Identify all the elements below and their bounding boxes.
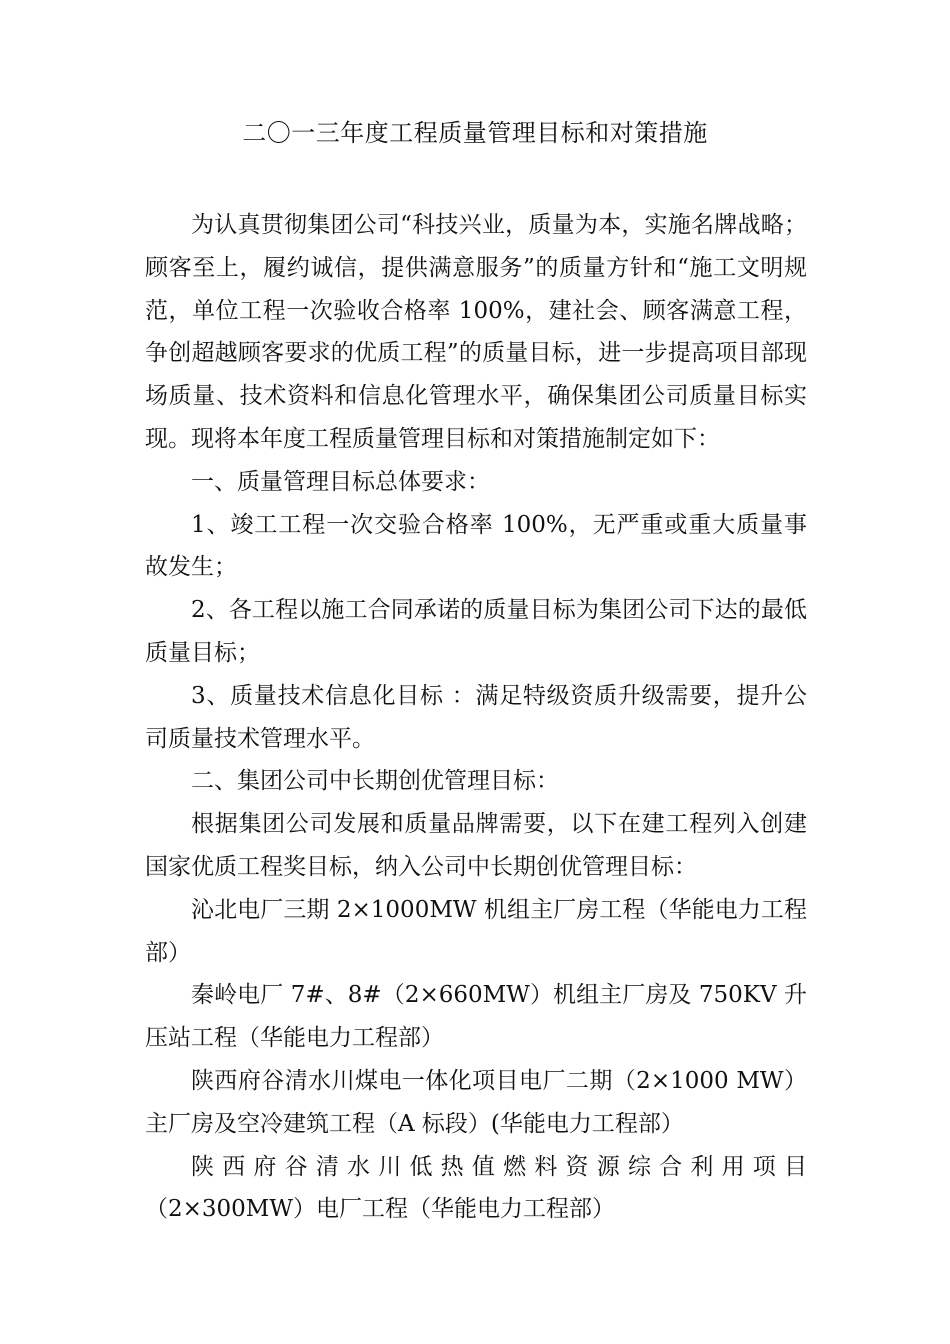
section-heading-long-term-goals: 二、集团公司中长期创优管理目标： bbox=[191, 768, 559, 795]
project-item-2: 秦岭电厂 7#、8#（2×660MW）机组主厂房及 750KV 升压站工程（华能电力工程部） bbox=[145, 982, 807, 1052]
intro-paragraph: 为认真贯彻集团公司“科技兴业，质量为本，实施名牌战略；顾客至上，履约诚信，提供满意服务”的质量方针和“施工文明规范，单位工程一次验收合格率 100%，建社会、顾客满意工程，争创超越顾客要求的优质工程”的质量目标，进一步提高项目部现场质量、技术资料和信息化管理水平，确保集团公司质量目标实现。现将本年度工程质量管理目标和对策措施制定如下： bbox=[145, 212, 807, 452]
section-heading-overall-requirements: 一、质量管理目标总体要求： bbox=[191, 468, 490, 495]
document-title: 二〇一三年度工程质量管理目标和对策措施 bbox=[242, 119, 708, 147]
requirement-item-2: 2、各工程以施工合同承诺的质量目标为集团公司下达的最低质量目标； bbox=[145, 597, 807, 666]
document-body bbox=[145, 204, 807, 1231]
project-item-4: 陕西府谷清水川低热值燃料资源综合利用项目（2×300MW）电厂工程（华能电力工程部） bbox=[145, 1153, 807, 1223]
project-item-1: 沁北电厂三期 2×1000MW 机组主厂房工程（华能电力工程部） bbox=[145, 896, 807, 966]
long-term-goals-paragraph: 根据集团公司发展和质量品牌需要，以下在建工程列入创建国家优质工程奖目标，纳入公司中长期创优管理目标： bbox=[145, 811, 807, 880]
requirement-item-3: 3、质量技术信息化目标 ：满足特级资质升级需要，提升公司质量技术管理水平。 bbox=[145, 682, 807, 752]
project-item-3: 陕西府谷清水川煤电一体化项目电厂二期（2×1000 MW）主厂房及空冷建筑工程（A 标段）(华能电力工程部） bbox=[145, 1067, 807, 1137]
requirement-item-1: 1、竣工工程一次交验合格率 100%，无严重或重大质量事故发生； bbox=[145, 511, 807, 581]
